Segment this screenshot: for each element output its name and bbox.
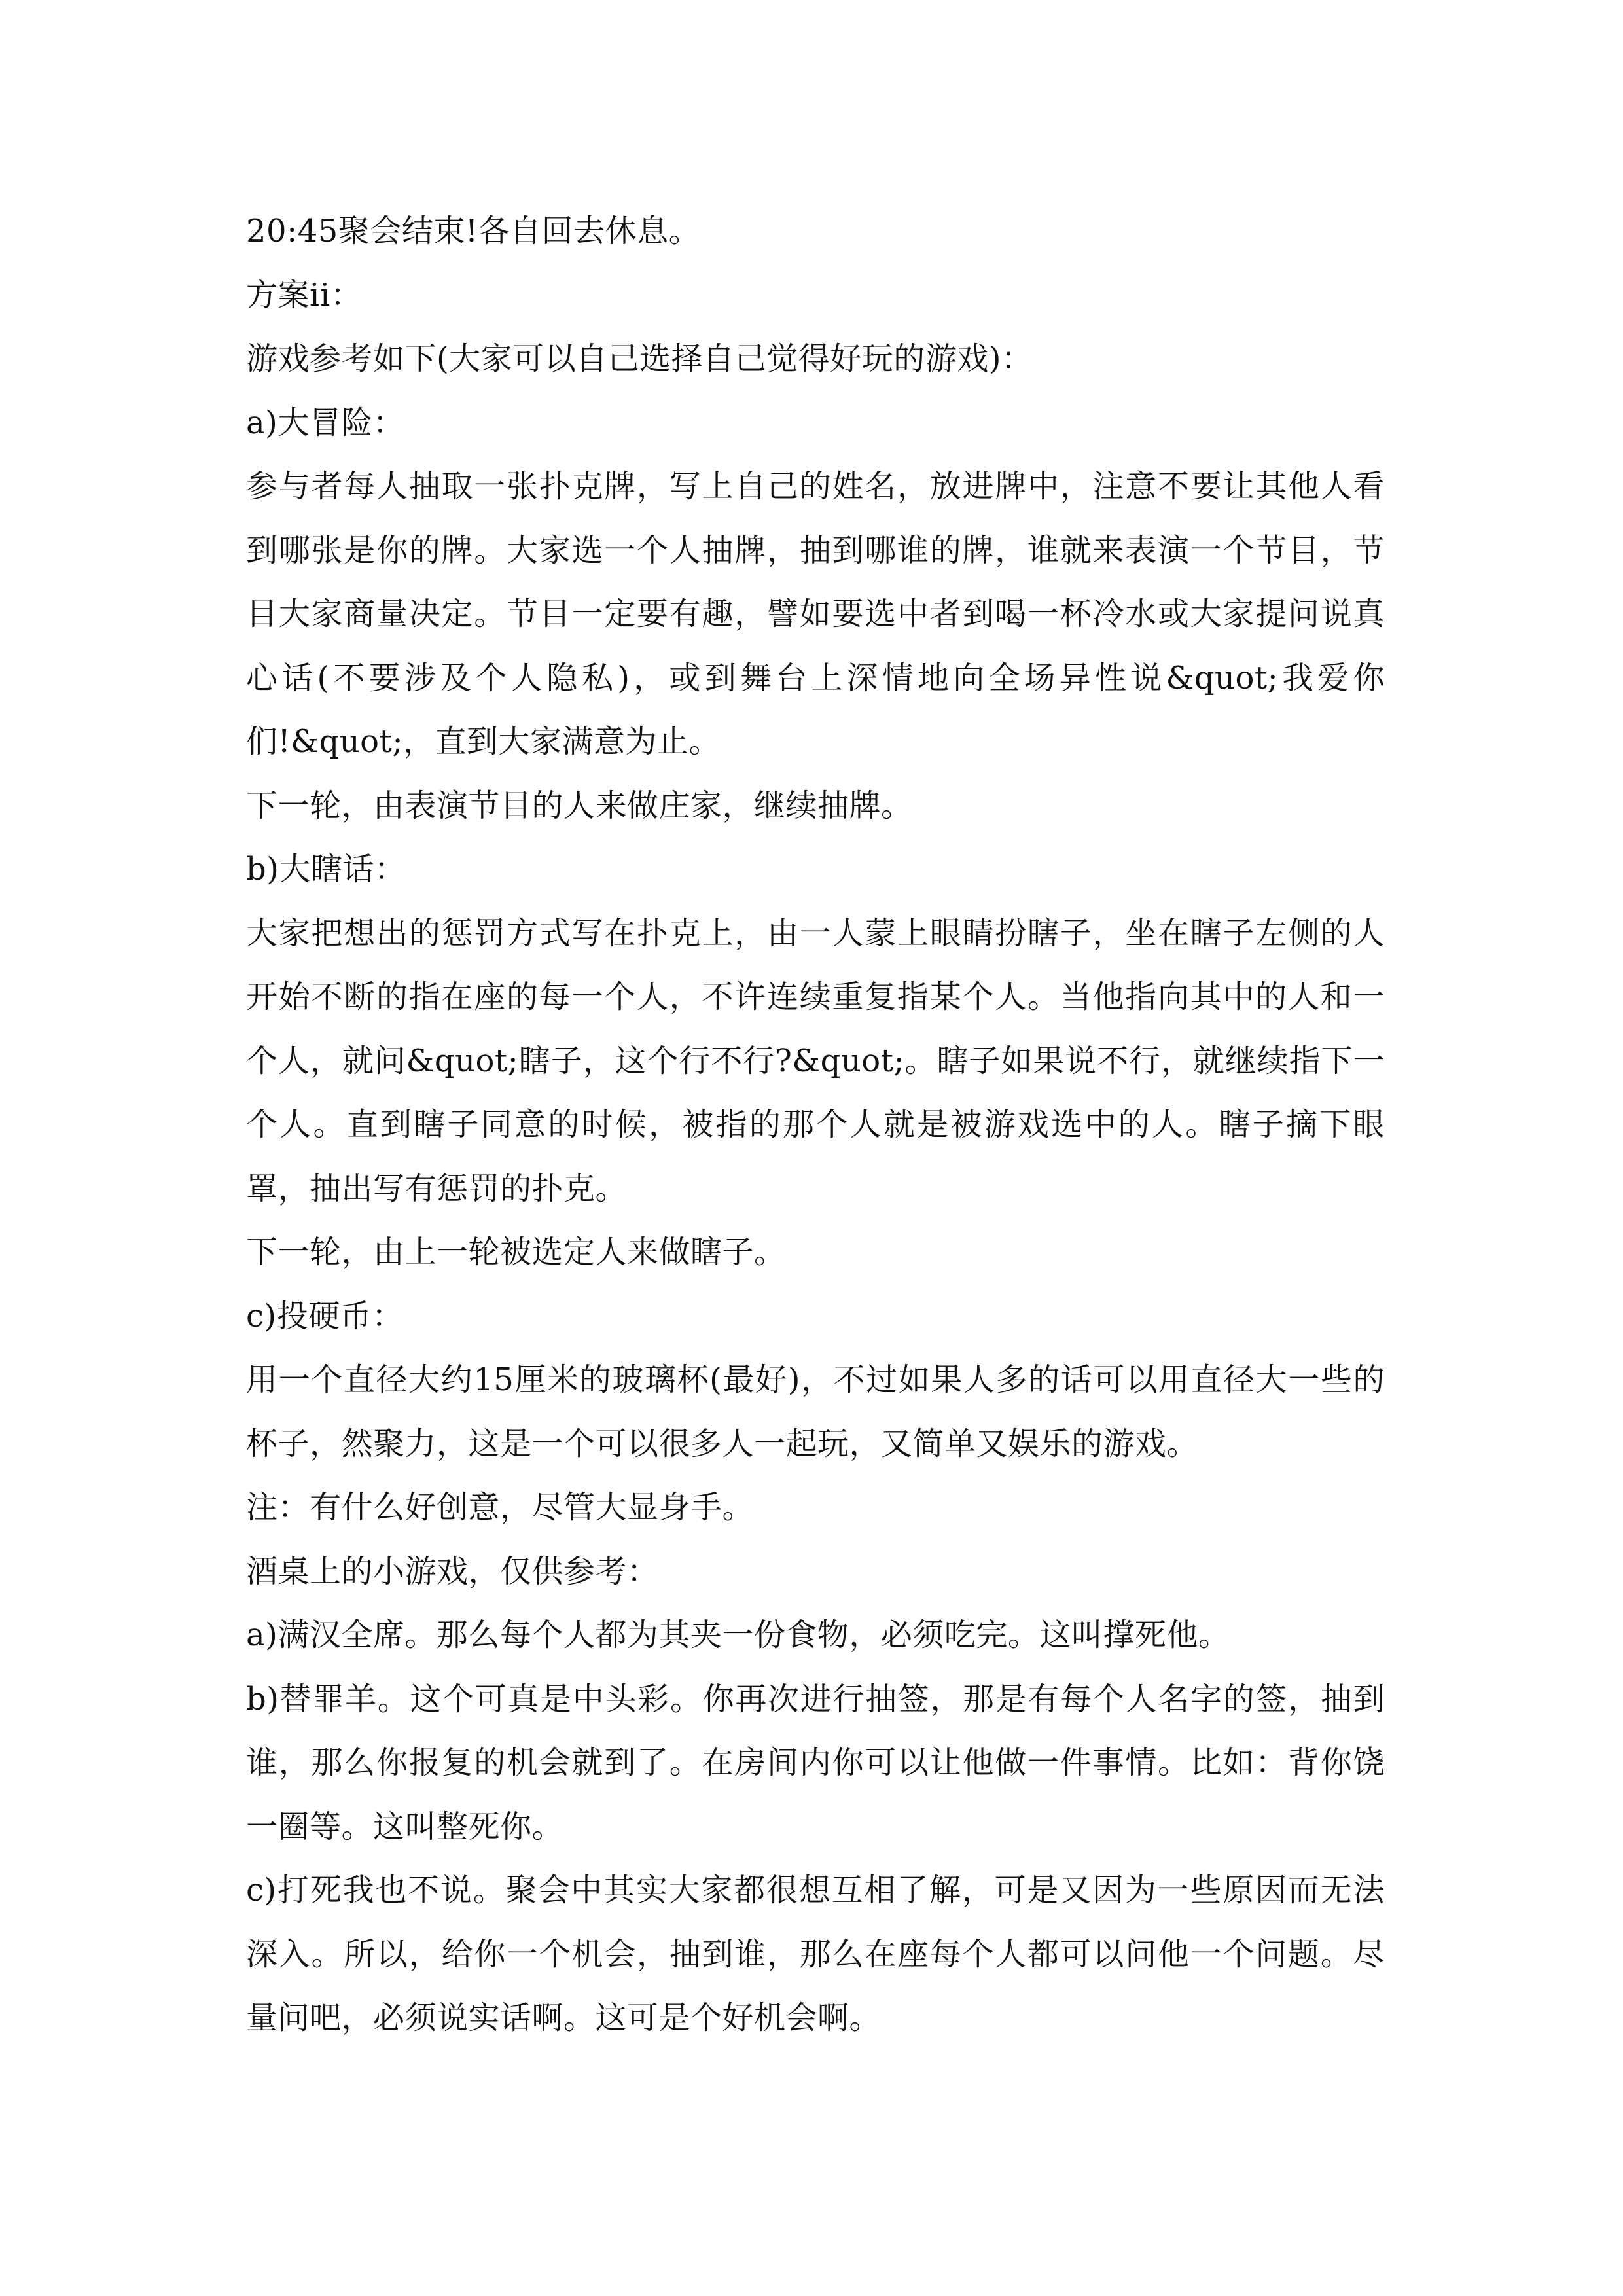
heading-table-games: 酒桌上的小游戏，仅供参考： — [246, 1552, 659, 1590]
heading-game-c: c)投硬币： — [246, 1297, 404, 1335]
paragraph-game-a-next-round: 下一轮，由表演节目的人来做庄家，继续抽牌。 — [246, 787, 913, 824]
paragraph-game-a-rules: 参与者每人抽取一张扑克牌，写上自己的姓名，放进牌中，注意不要让其他人看到哪张是你的牌。大家选一个人抽牌，抽到哪谁的牌，谁就来表演一个节目，节目大家商量决定。节目一定要有趣，譬如要选中者到喝一杯冷水或大家提问说真心话(不要涉及个人隐私)，或到舞台上深情地向全场异性说&quot;我爱你们!&quot;，直到大家满意为止。 — [246, 468, 1385, 760]
heading-plan-ii: 方案ii： — [246, 276, 363, 314]
paragraph-game-b-next-round: 下一轮，由上一轮被选定人来做瞎子。 — [246, 1234, 786, 1270]
paragraph-games-intro: 游戏参考如下(大家可以自己选择自己觉得好玩的游戏)： — [246, 340, 1033, 377]
heading-game-a: a)大冒险： — [246, 404, 405, 441]
paragraph-table-game-c: c)打死我也不说。聚会中其实大家都很想互相了解，可是又因为一些原因而无法深入。所以，给你一个机会，抽到谁，那么在座每个人都可以问他一个问题。尽量问吧，必须说实话啊。这可是个好机会啊。 — [246, 1872, 1385, 2036]
document-body — [246, 200, 1385, 2051]
paragraph-game-b-rules: 大家把想出的惩罚方式写在扑克上，由一人蒙上眼睛扮瞎子，坐在瞎子左侧的人开始不断的指在座的每一个人，不许连续重复指某个人。当他指向其中的人和一个人，就问&quot;瞎子，这个行不行?&quot;。瞎子如果说不行，就继续指下一个人。直到瞎子同意的时候，被指的那个人就是被游戏选中的人。瞎子摘下眼罩，抽出写有惩罚的扑克。 — [246, 914, 1385, 1207]
paragraph-note: 注：有什么好创意，尽管大显身手。 — [246, 1489, 755, 1526]
paragraph-party-end: 20:45聚会结束!各自回去休息。 — [246, 213, 701, 249]
paragraph-game-c-rules: 用一个直径大约15厘米的玻璃杯(最好)，不过如果人多的话可以用直径大一些的杯子，然聚力，这是一个可以很多人一起玩，又简单又娱乐的游戏。 — [246, 1361, 1385, 1462]
paragraph-table-game-a: a)满汉全席。那么每个人都为其夹一份食物，必须吃完。这叫撑死他。 — [246, 1617, 1230, 1653]
paragraph-table-game-b: b)替罪羊。这个可真是中头彩。你再次进行抽签，那是有每个人名字的签，抽到谁，那么你报复的机会就到了。在房间内你可以让他做一件事情。比如：背你饶一圈等。这叫整死你。 — [246, 1680, 1385, 1845]
heading-game-b: b)大瞎话： — [246, 851, 406, 888]
